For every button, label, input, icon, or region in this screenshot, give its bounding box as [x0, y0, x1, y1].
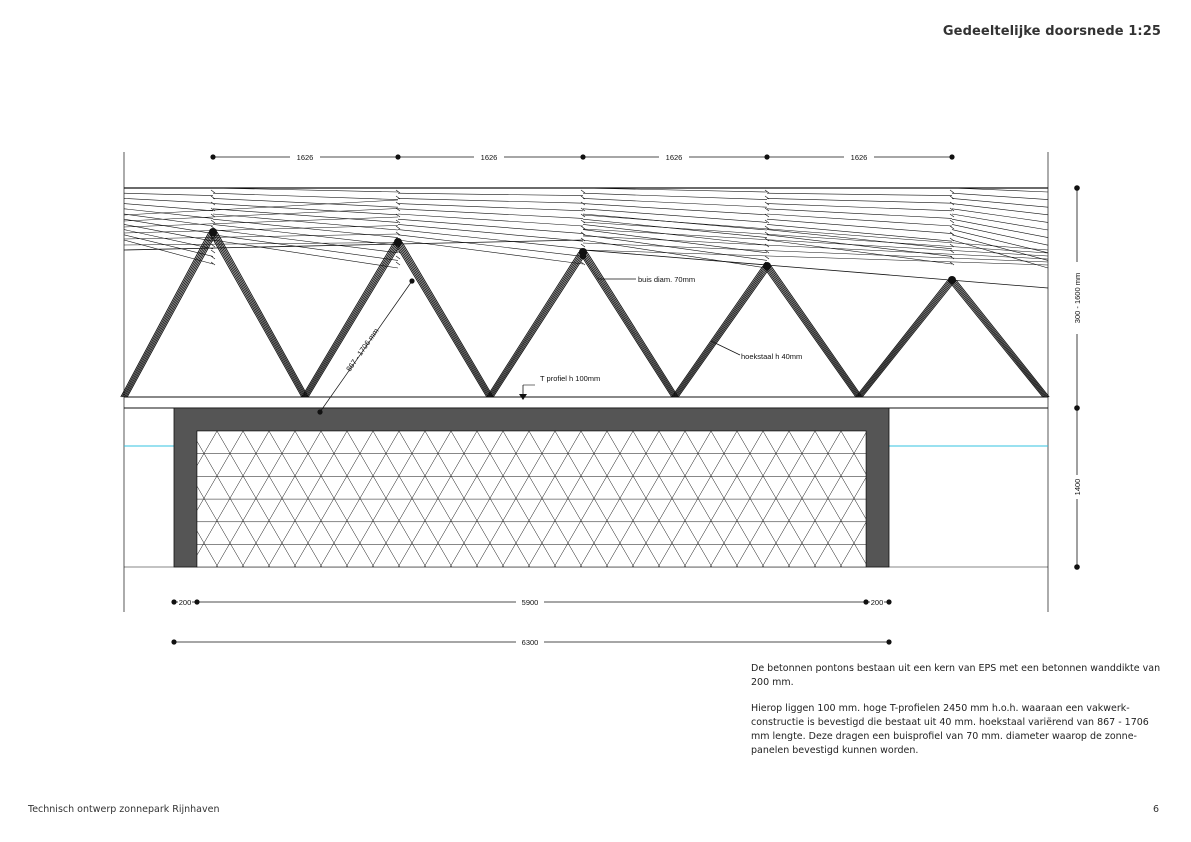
panel-joint	[950, 238, 954, 241]
dim-truss-height: 300 - 1600 mm	[1073, 272, 1082, 324]
truss-member	[308, 242, 402, 397]
panel-joint	[211, 190, 215, 193]
panel-line	[124, 198, 213, 203]
panel-line	[213, 198, 398, 207]
truss-member	[122, 232, 211, 397]
truss-member	[948, 280, 1043, 397]
panel-joint	[211, 256, 215, 259]
panel-joint	[950, 220, 954, 223]
t-profile-deck	[124, 397, 1048, 408]
truss-member	[303, 242, 396, 397]
tube-profile	[394, 238, 402, 246]
truss-member	[674, 266, 766, 397]
dim-span-3: 1626	[665, 153, 683, 162]
panel-joint	[211, 244, 215, 247]
truss-member	[587, 252, 678, 397]
panel-line	[124, 234, 398, 239]
panel-line	[583, 193, 767, 199]
panel-line	[767, 198, 952, 203]
truss-member	[951, 280, 1045, 397]
panel-joint	[211, 214, 215, 217]
truss-member	[304, 242, 397, 397]
dim-inner-width: 5900	[521, 598, 539, 607]
truss-member	[771, 266, 862, 397]
panel-line	[583, 229, 1048, 256]
truss-member	[766, 266, 858, 397]
panel-joint	[211, 250, 215, 253]
panel-line	[398, 235, 583, 257]
panel-joint	[950, 262, 954, 265]
panel-line	[767, 209, 952, 219]
top-dimension-chain	[210, 154, 954, 159]
truss-member	[856, 280, 948, 397]
truss-member	[126, 232, 215, 397]
truss-member	[209, 232, 302, 397]
truss-member	[125, 232, 214, 397]
angle-length-label: 867 - 1706 mm	[344, 326, 381, 374]
panel-line	[767, 235, 952, 257]
panel-joint	[581, 214, 585, 217]
panel-line	[583, 188, 767, 192]
panel-joint	[765, 244, 769, 247]
truss-member	[860, 280, 953, 397]
truss-member	[862, 280, 956, 397]
panel-joint	[581, 244, 585, 247]
truss-member	[678, 266, 771, 397]
panel-line	[583, 209, 767, 223]
panel-line	[398, 214, 583, 226]
panel-line	[398, 224, 583, 241]
panel-line	[398, 204, 583, 211]
panel-joint	[950, 190, 954, 193]
panel-line	[124, 209, 213, 219]
truss-member	[857, 280, 950, 397]
panel-line	[124, 217, 398, 227]
panel-joint	[581, 262, 585, 265]
truss-member	[858, 280, 951, 397]
panel-joint	[581, 226, 585, 229]
panel-line	[767, 214, 952, 226]
panel-line	[767, 240, 952, 264]
description-block	[751, 662, 1163, 770]
panel-line	[767, 230, 952, 249]
dim-wall-right: 200	[870, 598, 884, 607]
truss-member	[676, 266, 768, 397]
panel-line	[124, 200, 398, 215]
truss-member	[121, 232, 209, 397]
panel-line	[952, 204, 1048, 215]
dim-wall-left: 200	[178, 598, 192, 607]
truss-member	[215, 232, 307, 397]
truss-member	[397, 242, 489, 397]
truss-member	[396, 242, 488, 397]
page-title: Gedeeltelijke doorsnede 1:25	[942, 24, 1161, 39]
panel-line	[398, 193, 583, 195]
panel-line	[767, 204, 952, 211]
truss-member	[307, 242, 400, 397]
panel-joint	[765, 208, 769, 211]
panel-joint	[396, 208, 400, 211]
tube-profile	[209, 228, 217, 236]
panel-line	[767, 193, 952, 195]
truss-member	[214, 232, 306, 397]
truss-member	[954, 280, 1048, 397]
dim-span-4: 1626	[850, 153, 868, 162]
panel-line	[767, 219, 952, 233]
panel-joint	[950, 256, 954, 259]
panel-joint	[396, 190, 400, 193]
truss-member	[402, 242, 493, 397]
panel-line	[583, 204, 767, 215]
panel-line	[952, 188, 1048, 192]
truss-member	[399, 242, 491, 397]
dim-ponton-height: 1400	[1073, 478, 1082, 496]
panel-joint	[581, 190, 585, 193]
description-paragraph-1: De betonnen pontons bestaan uit een kern van EPS met een betonnen wanddikte van 200 mm.	[751, 663, 1161, 688]
panel-joint	[396, 214, 400, 217]
dim-total-width: 6300	[521, 638, 539, 647]
truss-member	[212, 232, 304, 397]
panel-line	[398, 219, 583, 233]
panel-joint	[950, 226, 954, 229]
truss-member	[950, 280, 1044, 397]
footer-project-title: Technisch ontwerp zonnepark Rijnhaven	[28, 804, 220, 815]
truss-member	[217, 232, 308, 397]
panel-line	[124, 193, 213, 195]
angle-steel-label: hoekstaal h 40mm	[741, 352, 803, 361]
panel-line	[213, 193, 398, 199]
tube-profile	[948, 276, 956, 284]
truss-member	[302, 242, 394, 397]
t-profile-label: T profiel h 100mm	[540, 374, 601, 383]
panel-line	[213, 188, 398, 192]
tube-profile	[763, 262, 771, 270]
truss-member	[211, 232, 303, 397]
panel-line	[124, 226, 398, 234]
truss-member	[956, 280, 1049, 397]
panel-line	[952, 209, 1048, 223]
truss-member	[765, 266, 857, 397]
panel-line	[124, 204, 213, 211]
panel-joint	[581, 238, 585, 241]
truss-member	[953, 280, 1047, 397]
panel-joint	[765, 190, 769, 193]
truss-member	[394, 242, 487, 397]
truss-member	[763, 266, 856, 397]
panel-line	[583, 222, 1048, 253]
footer-page-number: 6	[1152, 804, 1159, 815]
panel-line	[213, 240, 398, 268]
truss-member	[768, 266, 860, 397]
panel-line	[952, 198, 1048, 207]
panel-line	[213, 230, 398, 253]
panel-line	[583, 198, 767, 207]
panel-line	[398, 198, 583, 203]
panel-joint	[765, 214, 769, 217]
panel-line	[952, 240, 1048, 268]
dim-span-1: 1626	[296, 153, 314, 162]
truss-member	[861, 280, 954, 397]
truss-member	[400, 242, 492, 397]
truss-member	[123, 232, 212, 397]
panel-joint	[765, 256, 769, 259]
truss-member	[769, 266, 861, 397]
panel-line	[767, 224, 952, 241]
panel-joint	[396, 226, 400, 229]
dim-span-2: 1626	[480, 153, 498, 162]
angle-steel-leader	[711, 341, 740, 355]
panel-joint	[211, 220, 215, 223]
panel-line	[583, 235, 767, 261]
panel-joint	[396, 232, 400, 235]
truss-member	[677, 266, 769, 397]
panel-line	[952, 193, 1048, 199]
right-vertical-dimension	[1071, 185, 1083, 570]
panel-line	[398, 209, 583, 219]
panel-line	[952, 230, 1048, 253]
truss-member	[672, 266, 763, 397]
panel-line	[398, 230, 583, 249]
tube-label: buis diam. 70mm	[638, 275, 696, 284]
solar-panel-rows	[124, 188, 1048, 288]
panel-joint	[396, 256, 400, 259]
truss-member	[127, 232, 217, 397]
panel-joint	[581, 220, 585, 223]
t-profile-marker	[519, 385, 535, 400]
panel-joint	[765, 232, 769, 235]
description-paragraph-2: Hierop liggen 100 mm. hoge T-profielen 2450 mm h.o.h. waaraan een vakwerk-constructie is bevestigd die bestaat uit 40 mm. hoekstaal variërend van 867 - 1706 mm lengte. Deze dragen een buisprofiel van 70 mm. diameter waarop de zonne-panelen bevestigd kunnen worden.	[751, 703, 1149, 756]
truss-member	[673, 266, 765, 397]
panel-joint	[396, 262, 400, 265]
